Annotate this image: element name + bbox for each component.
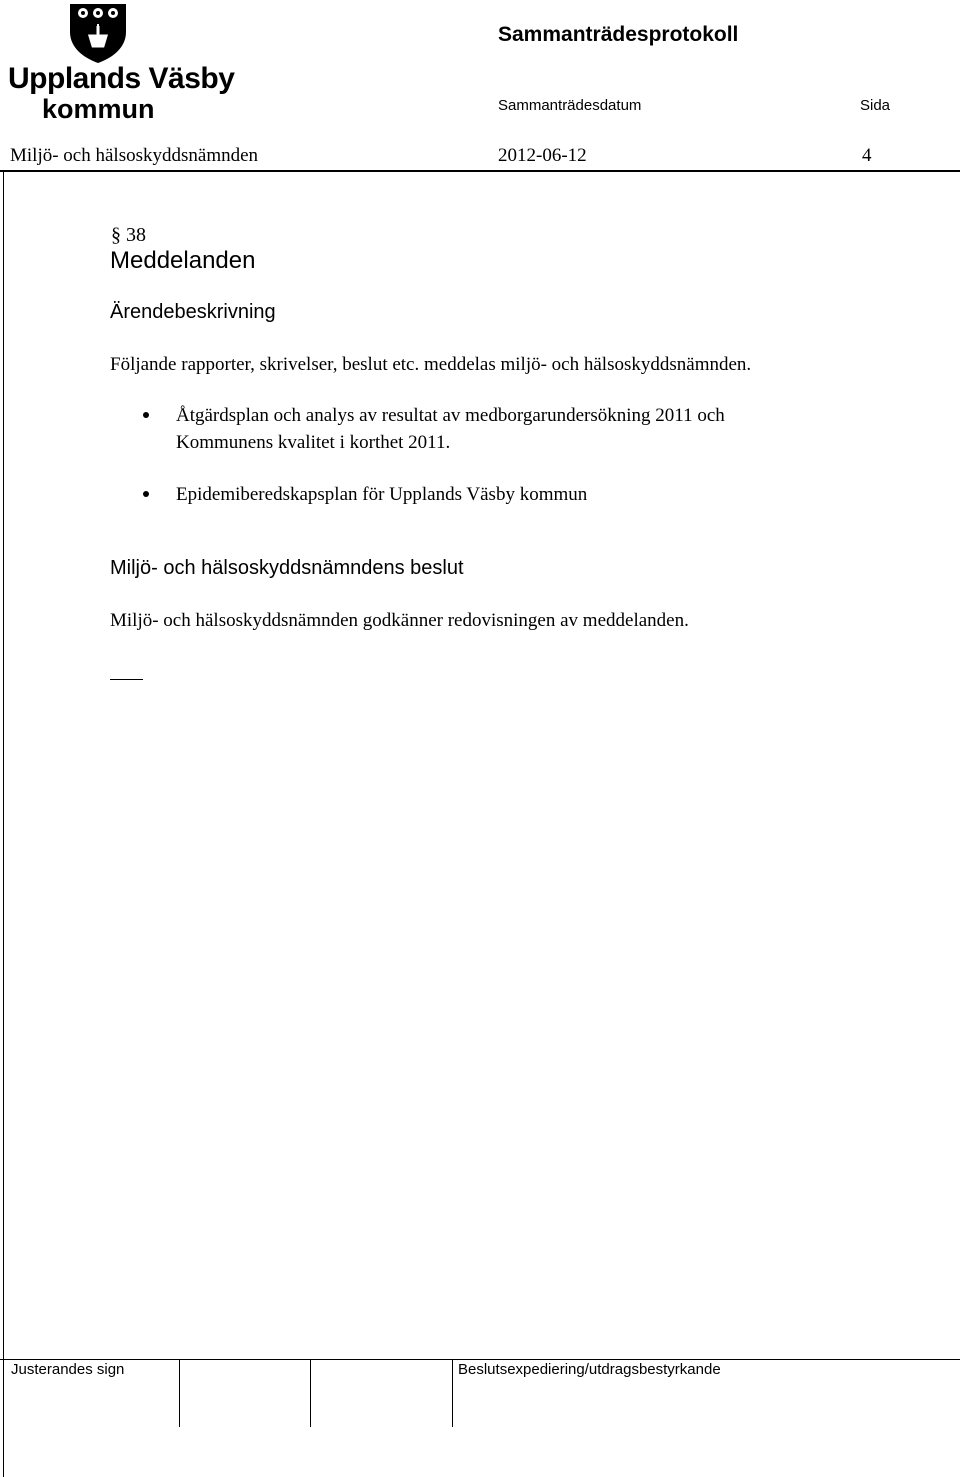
list-item — [176, 402, 725, 456]
end-rule — [110, 679, 143, 680]
logo-wordmark-line1: Upplands Väsby — [8, 62, 235, 95]
bullet-icon — [143, 491, 149, 497]
signature-box-divider — [310, 1359, 311, 1427]
case-description-heading: Ärendebeskrivning — [110, 301, 276, 323]
municipality-logo — [8, 2, 235, 124]
expedition-label: Beslutsexpediering/utdragsbestyrkande — [458, 1361, 721, 1378]
decision-text: Miljö- och hälsoskyddsnämnden godkänner redovisningen av meddelanden. — [110, 610, 689, 631]
list-item-line: Epidemiberedskapsplan för Upplands Väsby kommun — [176, 484, 588, 505]
coat-of-arms-icon — [68, 2, 128, 64]
intro-paragraph: Följande rapporter, skrivelser, beslut etc. meddelas miljö- och hälsoskyddsnämnden. — [110, 354, 752, 375]
section-number — [111, 224, 146, 247]
adjusters-sign-label: Justerandes sign — [11, 1361, 125, 1378]
paragraph-symbol: § — [111, 224, 121, 246]
document-type-title: Sammanträdesprotokoll — [498, 23, 739, 46]
meeting-date-label: Sammanträdesdatum — [498, 97, 642, 114]
list-item — [176, 481, 587, 508]
page-number: 4 — [862, 145, 872, 166]
meeting-date: 2012-06-12 — [498, 145, 587, 166]
section-number-value: 38 — [126, 224, 146, 246]
list-item-line: Kommunens kvalitet i korthet 2011. — [176, 432, 451, 453]
decision-heading: Miljö- och hälsoskyddsnämndens beslut — [110, 557, 464, 579]
section-title: Meddelanden — [110, 247, 256, 274]
list-item-line: Åtgärdsplan och analys av resultat av medborgarundersökning 2011 och — [176, 405, 725, 426]
bullet-icon — [143, 412, 149, 418]
header-divider — [0, 170, 960, 172]
left-margin-line — [3, 170, 4, 1477]
committee-name: Miljö- och hälsoskyddsnämnden — [10, 145, 259, 166]
page-label: Sida — [860, 97, 891, 114]
footer-divider — [0, 1359, 960, 1360]
signature-box-divider — [452, 1359, 453, 1427]
signature-box-divider — [179, 1359, 180, 1427]
logo-wordmark-line2: kommun — [42, 94, 155, 124]
